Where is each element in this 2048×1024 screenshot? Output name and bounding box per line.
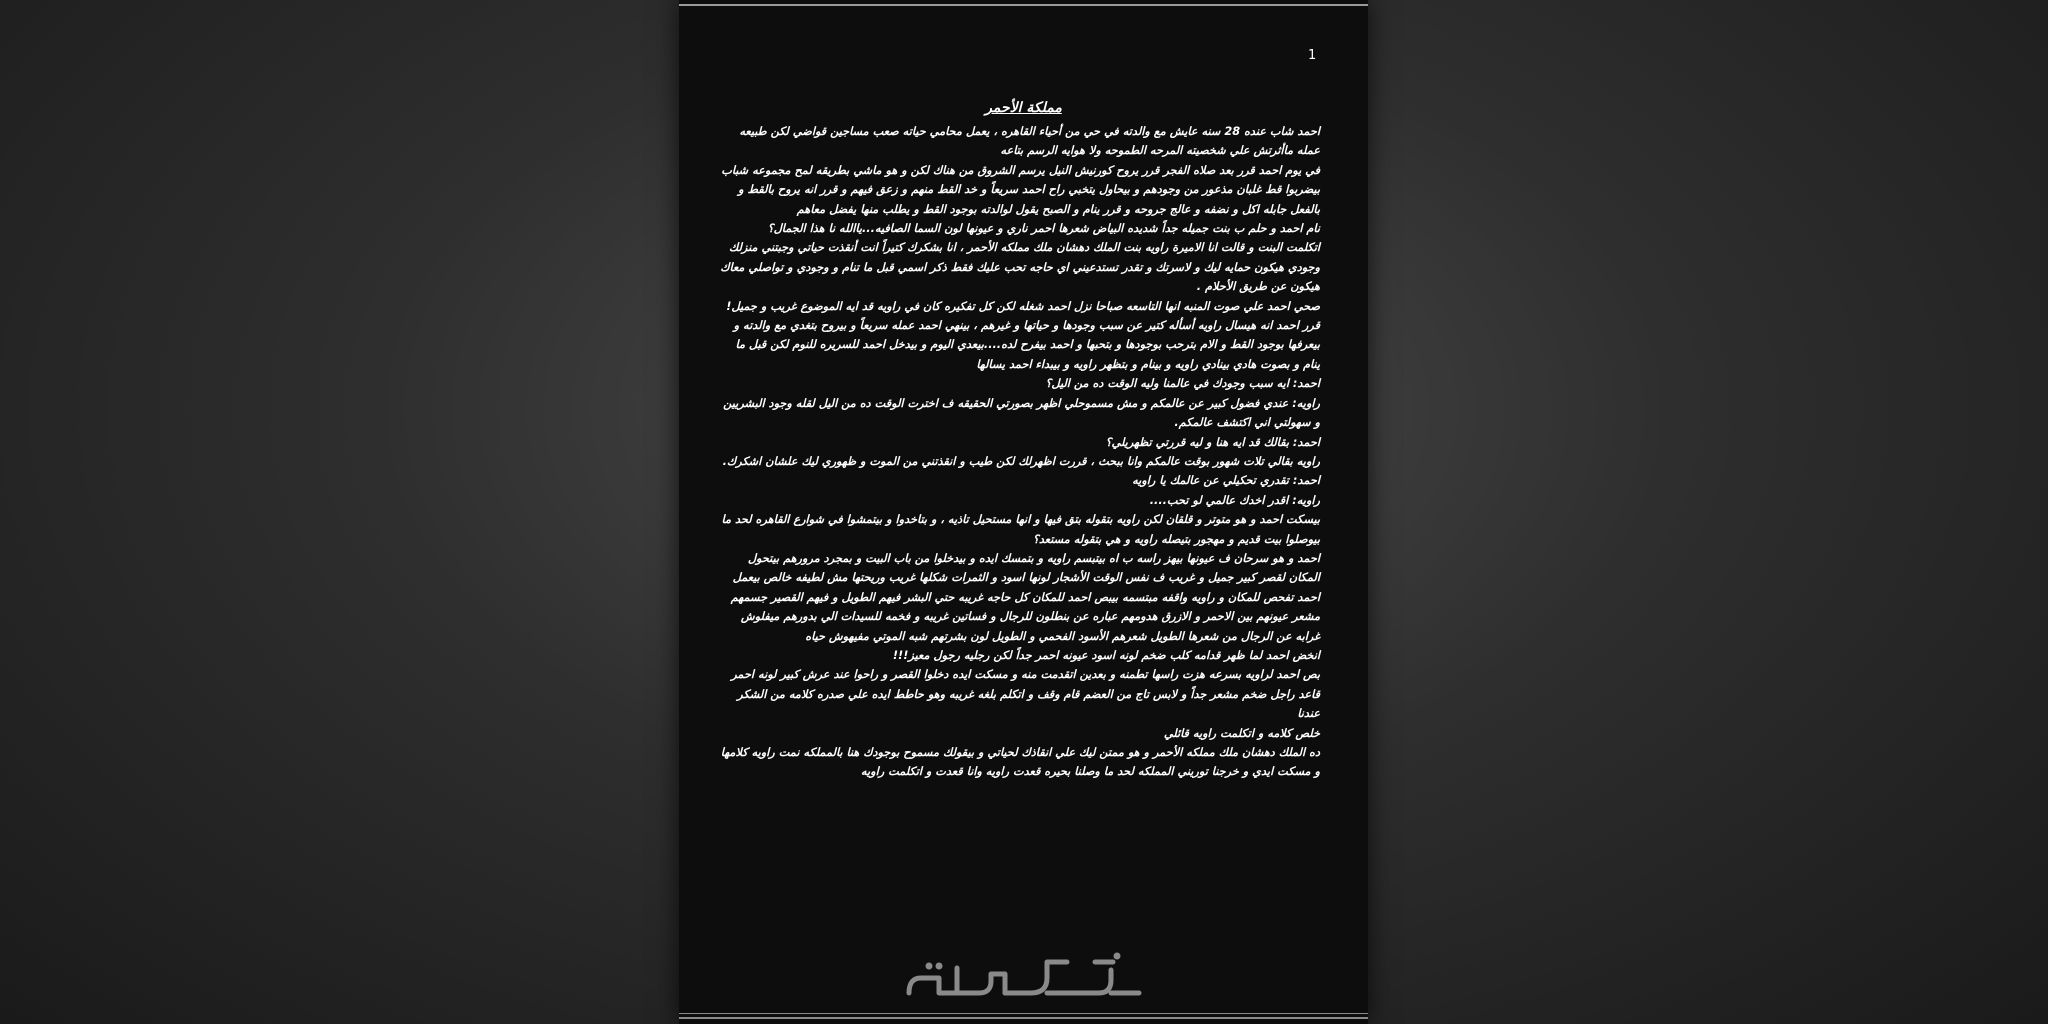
paragraph: ده الملك دهشان ملك مملكه الأحمر و هو ممتن ليك علي انقاذك لحياتي و بيقولك مسموح بوجودك هنا بالمملكه نمت راويه كلامها و مسكت ايدي و خرجنا توريني المملكه لحد ما وصلنا بحيره قعدت راويه وانا قعدت و اتكلمت راويه [720,746,1320,779]
document-body [717,122,1320,782]
page-bottom-border [679,1013,1368,1014]
paragraph: احمد: تقدري تحكيلي عن عالمك يا راويه [1132,474,1320,488]
paragraph: نام احمد و حلم ب بنت جميله جداً شديده البياض شعرها احمر ناري و عيونها لون السما الصافيه...ياالله نا هذا الجمال؟ [767,222,1320,236]
page-bottom-border [679,1017,1368,1019]
paragraph: راويه: عندي فضول كبير عن عالمكم و مش مسموحلي اظهر بصورتي الحقيقه ف اخترت الوقت ده من اليل لقله وجود البشريين و سهولتي اني اكتشف عالمكم. [723,396,1320,430]
khamsat-logo-icon [899,948,1149,1008]
paragraph: انخض احمد لما ظهر قدامه كلب ضخم لونه اسود عيونه احمر جداً لكن رجليه رجول معيز!!! [892,648,1320,662]
paragraph: راويه: اقدر اخدك عالمي لو تحب.... [1149,493,1320,507]
paragraph: احمد شاب عنده 28 سنه عايش مع والدته في حي من أحياء القاهره ، يعمل محامي حياته صعب مساجين قواضي لكن طبيعه عمله ماأثرتش علي شخصيته المرحه الطموحه ولا هوايه الرسم بتاعه [739,125,1320,158]
page-number: 1 [1308,48,1317,63]
paragraph: بيسكت احمد و هو متوتر و قلقان لكن راويه بتقوله بتق فيها و انها مستحيل تاذيه ، و بتاخدوا و بيتمشوا في شوارع القاهره لحد ما بيوصلوا بيت قديم و مهجور بتيصله راويه و هي بتقوله مستعد؟ [721,513,1320,546]
paragraph: احمد: بقالك قد ايه هنا و ليه قررتي تظهريلي؟ [1105,435,1320,449]
paragraph: في يوم احمد قرر بعد صلاه الفجر قرر يروح كورنيش النيل يرسم الشروق من هناك لكن و هو ماشي بطريقه لمح مجموعه شباب بيضربوا قط غلبان مذعور من وجودهم و بيحاول يتخبي راح احمد سريعاً و خد القط منهم و زعق فيهم و قرر انه يروح بالقط و بالفعل جابله اكل و نضفه و عالج جروحه و قرر ينام و الصبح يقول لوالدته بوجود القط و يطلب منها يفضل معاهم [721,163,1320,216]
paragraph: اتكلمت البنت و قالت انا الاميرة راويه بنت الملك دهشان ملك مملكه الأحمر ، انا بشكرك كتيراً انت أنقذت حياتي وجبتني منزلك وجودي هيكون حمايه ليك و لاسرتك و تقدر تستدعيني اي حاجه تحب عليك فقط ذكر اسمي قبل ما تنام و وجودي و تواصلي معاك هيكون عن طريق الأحلام . [720,241,1320,294]
paragraph: صحي احمد علي صوت المنبه انها التاسعه صباحا نزل احمد شغله لكن كل تفكيره كان في راويه قد ايه الموضوع غريب و جميل! قرر احمد انه هيسال راويه أسأله كتير عن سبب وجودها و حياتها و غيرهم ، بينهي احمد عمله سريعاً و بيروح بتغدي مع والدته و بيعرفها بوجود القط و الام بترحب بوجودها و بتحبها و احمد بيفرح لده....بيعدي اليوم و بيدخل احمد للسريره للنوم لكن قبل ما ينام و بصوت هادي بينادي راويه و بينام و بتظهر راويه و بيبداء احمد يسالها [726,299,1320,371]
khamsat-watermark-logo [679,948,1368,1008]
page-top-border [679,4,1368,6]
paragraph: احمد: ايه سبب وجودك في عالمنا وليه الوقت ده من اليل؟ [1045,377,1320,391]
paragraph: راويه بقالي تلات شهور بوقت عالمكم وانا ببحث ، قررت اظهرلك لكن طيب و انقذتني من الموت و ظهوري ليك علشان اشكرك. [722,454,1320,468]
paragraph: خلص كلامه و اتكلمت راويه قائلي [1163,726,1320,740]
document-title: مملكة الأحمر [985,100,1062,116]
paragraph: احمد و هو سرحان ف عيونها بيهز راسه ب اه بيتبسم راويه و بتمسك ايده و بيدخلوا من باب البيت و بمجرد مرورهم بيتحول المكان لقصر كبير جميل و غريب ف نفس الوقت الأشجار لونها اسود و الثمرات شكلها غريب وريحتها مش لطيفه خالص بيعمل احمد تفحص للمكان و راويه واقفه مبتسمه بيبص احمد للمكان كل حاجه غريبه حتي البشر فيهم الطويل و فيهم القصير جسمهم مشعر عيونهم بين الاحمر و الازرق هدومهم عباره عن بنطلون للرجال و فساتين غريبه و فخمه للسيدات الي بدورهم ميفلوش غرابه عن الرجال من شعرها الطويل شعرهم الأسود الفحمي و الطويل لون بشرتهم شبه الموتي مفيهوش حياه [730,551,1320,643]
document-page [679,0,1368,1024]
paragraph: بص احمد لراويه بسرعه هزت راسها تطمنه و بعدين اتقدمت منه و مسكت ايده دخلوا القصر و راحوا عند عرش كبير لونه احمر قاعد راجل ضخم مشعر جداً و لابس تاج من العضم قام وقف و اتكلم بلغه غريبه وهو حاطط ايده علي صدره كلامه من الشكر عندنا [731,668,1320,721]
